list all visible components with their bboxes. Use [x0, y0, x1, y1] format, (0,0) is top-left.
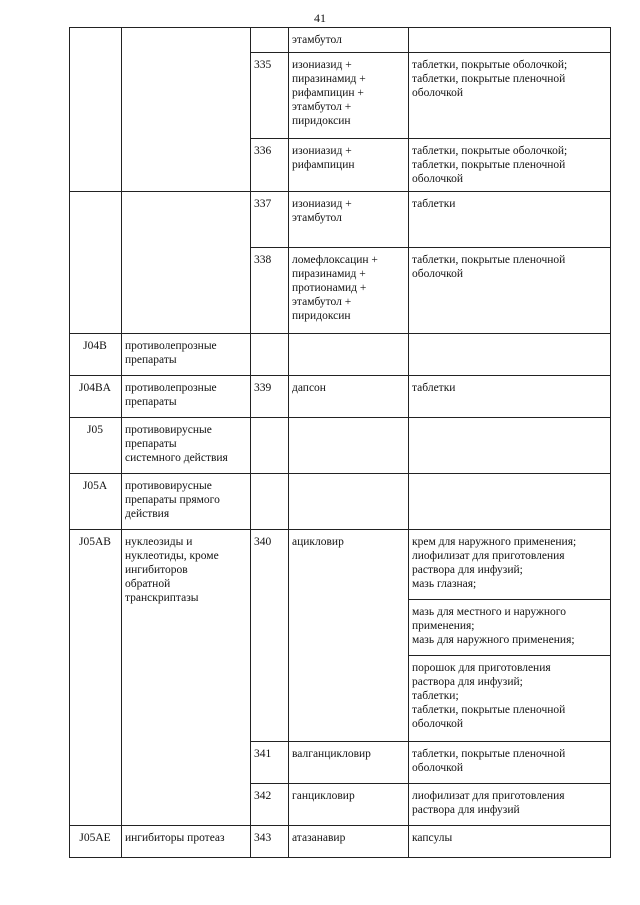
drug-name: атазанавир: [289, 826, 409, 858]
dosage-form: таблетки, покрытые пленочной оболочкой: [409, 742, 611, 784]
dosage-form: крем для наружного применения; лиофилизат для приготовления раствора для инфузий; мазь глазная;: [409, 530, 611, 600]
item-number: [251, 334, 289, 376]
drug-name: изониазид + рифампицин: [289, 139, 409, 192]
drug-name: ганцикловир: [289, 784, 409, 826]
dosage-form: [409, 418, 611, 474]
atc-group: ингибиторы протеаз: [122, 826, 251, 858]
item-number: [251, 28, 289, 53]
dosage-form: [409, 334, 611, 376]
item-number: 338: [251, 248, 289, 334]
atc-group-cell: [122, 192, 251, 334]
page-number: 41: [314, 11, 326, 25]
drug-name: валганцикловир: [289, 742, 409, 784]
atc-code: J04BA: [70, 376, 122, 418]
drug-name: [289, 474, 409, 530]
dosage-form: таблетки, покрытые оболочкой; таблетки, покрытые пленочной оболочкой: [409, 139, 611, 192]
dosage-form: [409, 474, 611, 530]
atc-group: противовирусные препараты прямого действия: [122, 474, 251, 530]
dosage-form: [409, 28, 611, 53]
dosage-form: мазь для местного и наружного применения; мазь для наружного применения;: [409, 600, 611, 656]
drug-registry-table: [69, 27, 611, 858]
table-row: [70, 334, 611, 376]
atc-group: противолепрозные препараты: [122, 334, 251, 376]
drug-name: дапсон: [289, 376, 409, 418]
item-number: [251, 474, 289, 530]
table-row: [70, 530, 611, 600]
drug-name: этамбутол: [289, 28, 409, 53]
dosage-form: капсулы: [409, 826, 611, 858]
atc-code-cell: [70, 192, 122, 334]
item-number: [251, 418, 289, 474]
atc-code: J04B: [70, 334, 122, 376]
table-row: [70, 192, 611, 248]
atc-group: противолепрозные препараты: [122, 376, 251, 418]
item-number: 342: [251, 784, 289, 826]
item-number: 336: [251, 139, 289, 192]
dosage-form: таблетки: [409, 376, 611, 418]
atc-code-cell: [70, 28, 122, 192]
item-number: 341: [251, 742, 289, 784]
table-row: [70, 474, 611, 530]
atc-group-cell: [122, 28, 251, 192]
atc-code: J05A: [70, 474, 122, 530]
drug-name: [289, 418, 409, 474]
atc-code: J05: [70, 418, 122, 474]
table-row: [70, 418, 611, 474]
item-number: 343: [251, 826, 289, 858]
drug-name: изониазид + этамбутол: [289, 192, 409, 248]
drug-name: изониазид + пиразинамид + рифампицин + этамбутол + пиридоксин: [289, 53, 409, 139]
table-row: [70, 28, 611, 53]
drug-name: [289, 334, 409, 376]
dosage-form: порошок для приготовления раствора для инфузий; таблетки; таблетки, покрытые пленочной оболочкой: [409, 656, 611, 742]
item-number: 337: [251, 192, 289, 248]
atc-group: нуклеозиды и нуклеотиды, кроме ингибиторов обратной транскриптазы: [122, 530, 251, 826]
atc-group: противовирусные препараты системного действия: [122, 418, 251, 474]
table-row: [70, 376, 611, 418]
dosage-form: таблетки, покрытые оболочкой; таблетки, покрытые пленочной оболочкой: [409, 53, 611, 139]
dosage-form: лиофилизат для приготовления раствора для инфузий: [409, 784, 611, 826]
drug-name: ломефлоксацин + пиразинамид + протионамид + этамбутол + пиридоксин: [289, 248, 409, 334]
item-number: 335: [251, 53, 289, 139]
item-number: 339: [251, 376, 289, 418]
item-number: 340: [251, 530, 289, 742]
table-row: [70, 826, 611, 858]
atc-code: J05AE: [70, 826, 122, 858]
dosage-form: таблетки, покрытые пленочной оболочкой: [409, 248, 611, 334]
atc-code: J05AB: [70, 530, 122, 826]
drug-name: ацикловир: [289, 530, 409, 742]
dosage-form: таблетки: [409, 192, 611, 248]
